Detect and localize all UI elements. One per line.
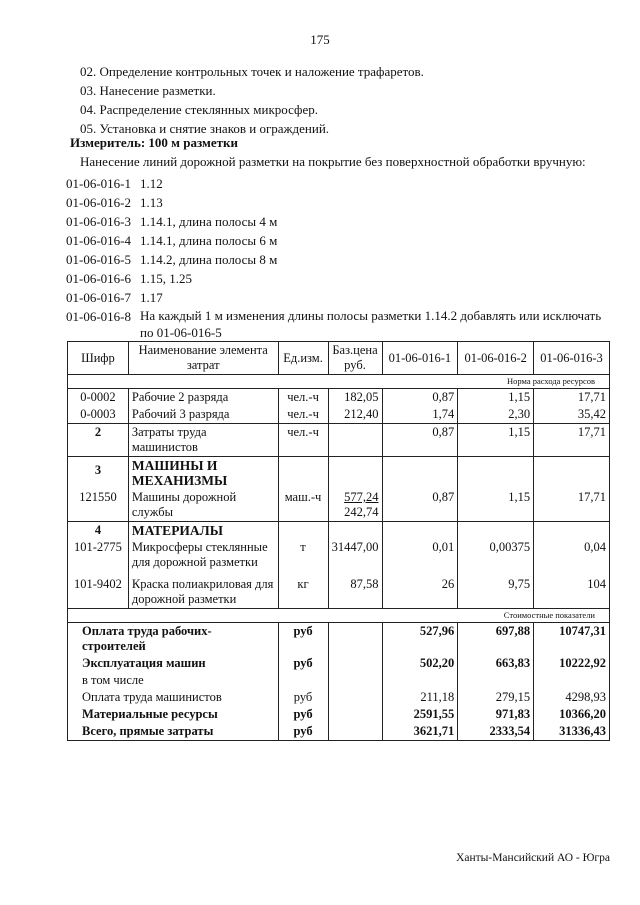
table-cell: 17,71	[534, 389, 610, 407]
table-cell: 2333,54	[458, 723, 534, 741]
table-cell: кг	[278, 571, 328, 609]
table-cell: Оплата труда рабочих-строителей	[68, 623, 279, 656]
table-cell: Рабочий 3 разряда	[128, 406, 278, 424]
section-label-row	[68, 609, 610, 623]
text: в том числе	[82, 673, 144, 687]
table-cell: 212,40	[328, 406, 382, 424]
table-cell	[328, 489, 382, 522]
table-cell: 2	[68, 424, 129, 457]
code: 01-06-016-6	[66, 271, 131, 286]
code-row	[66, 174, 610, 193]
table-cell: чел.-ч	[278, 424, 328, 457]
header-cell: 01-06-016-3	[534, 342, 610, 375]
step-item: 05. Установка и снятие знаков и ограждений.	[80, 121, 330, 136]
table-cell: Микросферы стеклянные для дорожной разметки	[128, 539, 278, 571]
table-cell: 527,96	[382, 623, 458, 656]
table-cell: 104	[534, 571, 610, 609]
table-cell	[328, 706, 382, 723]
code-row	[66, 307, 610, 345]
table-cell: 0,87	[382, 489, 458, 522]
text: 577,24	[344, 490, 379, 504]
table-row	[68, 389, 610, 407]
text: Эксплуатация машин	[82, 656, 206, 670]
table-cell: 121550	[68, 489, 129, 522]
table-cell: 17,71	[534, 489, 610, 522]
code: 01-06-016-4	[66, 233, 131, 248]
table-cell: Рабочие 2 разряда	[128, 389, 278, 407]
table-cell: 182,05	[328, 389, 382, 407]
code-row	[66, 193, 610, 212]
code-desc: 1.14.2, длина полосы 8 м	[140, 252, 278, 267]
text: 242,74	[344, 505, 379, 519]
table-cell: Всего, прямые затраты	[68, 723, 279, 741]
code: 01-06-016-8	[66, 309, 131, 324]
cost-label: Стоимостные показатели	[68, 609, 610, 623]
table-cell: 35,42	[534, 406, 610, 424]
table-cell: Материальные ресурсы	[68, 706, 279, 723]
table-cell	[328, 424, 382, 457]
table-cell	[458, 457, 534, 490]
table-cell	[278, 457, 328, 490]
table-row	[68, 424, 610, 457]
table-cell: руб	[278, 723, 328, 741]
header-cell: Наименование элемента затрат	[128, 342, 278, 375]
code-desc: 1.15, 1.25	[140, 271, 192, 286]
code-desc: 1.12	[140, 176, 163, 191]
table-cell: 697,88	[458, 623, 534, 656]
table-cell	[534, 522, 610, 540]
code-list	[66, 174, 610, 345]
table-cell	[458, 522, 534, 540]
table-cell: 0,87	[382, 389, 458, 407]
table-cell	[328, 457, 382, 490]
table-cell	[534, 457, 610, 490]
table-row	[68, 706, 610, 723]
table-cell: 17,71	[534, 424, 610, 457]
table-cell: 2,30	[458, 406, 534, 424]
table-cell: руб	[278, 655, 328, 689]
table-cell	[328, 623, 382, 656]
table-row	[68, 571, 610, 609]
table-cell: 3	[68, 457, 129, 490]
table-row	[68, 655, 610, 689]
section-label-row	[68, 375, 610, 389]
table-cell: Оплата труда машинистов	[68, 689, 279, 706]
table-row	[68, 723, 610, 741]
table-row	[68, 689, 610, 706]
table-cell: 4298,93	[534, 689, 610, 706]
unit-of-measure: Измеритель: 100 м разметки	[70, 135, 239, 150]
work-steps	[80, 62, 424, 138]
table-row	[68, 457, 610, 490]
page-number: 175	[310, 32, 330, 47]
table-cell: 1,15	[458, 424, 534, 457]
code-row	[66, 212, 610, 231]
table-cell: 26	[382, 571, 458, 609]
step-item: 03. Нанесение разметки.	[80, 83, 216, 98]
table-cell: МАШИНЫ И МЕХАНИЗМЫ	[128, 457, 278, 490]
code: 01-06-016-3	[66, 214, 131, 229]
table-cell: т	[278, 539, 328, 571]
code-desc: 1.13	[140, 195, 163, 210]
table-cell: 31336,43	[534, 723, 610, 741]
code-row	[66, 250, 610, 269]
table-cell	[382, 522, 458, 540]
table-cell: руб	[278, 623, 328, 656]
table-cell: 10747,31	[534, 623, 610, 656]
table-cell: 2591,55	[382, 706, 458, 723]
step-item: 02. Определение контрольных точек и наложение трафаретов.	[80, 64, 424, 79]
table-cell: 10222,92	[534, 655, 610, 689]
table-cell: 279,15	[458, 689, 534, 706]
table-cell: Машины дорожной службы	[128, 489, 278, 522]
code-desc: 1.14.1, длина полосы 4 м	[140, 214, 278, 229]
table-cell: Краска полиакриловая для дорожной разметки	[128, 571, 278, 609]
code-row	[66, 288, 610, 307]
code-desc: 1.14.1, длина полосы 6 м	[140, 233, 278, 248]
table-cell: 3621,71	[382, 723, 458, 741]
table-cell: 87,58	[328, 571, 382, 609]
table-cell: 0,01	[382, 539, 458, 571]
resource-table	[67, 341, 610, 741]
table-cell: 1,74	[382, 406, 458, 424]
table-cell: руб	[278, 689, 328, 706]
table-row	[68, 522, 610, 540]
header-cell: Шифр	[68, 342, 129, 375]
header-cell: 01-06-016-2	[458, 342, 534, 375]
table-cell	[328, 655, 382, 689]
code: 01-06-016-1	[66, 176, 131, 191]
table-cell: чел.-ч	[278, 406, 328, 424]
code-desc: 1.17	[140, 290, 163, 305]
code: 01-06-016-7	[66, 290, 131, 305]
table-cell: 9,75	[458, 571, 534, 609]
table-cell: 971,83	[458, 706, 534, 723]
code-row	[66, 269, 610, 288]
table-cell: 101-9402	[68, 571, 129, 609]
code-desc: На каждый 1 м изменения длины полосы разметки 1.14.2 добавлять или исключать по 01-06-016-5	[140, 308, 602, 340]
table-cell	[278, 522, 328, 540]
step-item: 04. Распределение стеклянных микросфер.	[80, 102, 318, 117]
table-cell: 4	[68, 522, 129, 540]
table-cell: руб	[278, 706, 328, 723]
code: 01-06-016-2	[66, 195, 131, 210]
table-header-row	[68, 342, 610, 375]
description: Нанесение линий дорожной разметки на покрытие без поверхностной обработки вручную:	[80, 154, 586, 169]
table-cell: 0,87	[382, 424, 458, 457]
table-cell: 0-0002	[68, 389, 129, 407]
header-cell: 01-06-016-1	[382, 342, 458, 375]
table-cell: Затраты труда машинистов	[128, 424, 278, 457]
table-cell: 1,15	[458, 489, 534, 522]
table-cell: 0,04	[534, 539, 610, 571]
table-cell: 31447,00	[328, 539, 382, 571]
header-cell: Ед.изм.	[278, 342, 328, 375]
table-cell	[382, 457, 458, 490]
table-row	[68, 406, 610, 424]
table-cell: МАТЕРИАЛЫ	[128, 522, 278, 540]
footer-region: Ханты-Мансийский АО - Югра	[456, 852, 610, 864]
table-cell	[328, 522, 382, 540]
header-cell: Баз.цена руб.	[328, 342, 382, 375]
table-row	[68, 489, 610, 522]
table-cell: 502,20	[382, 655, 458, 689]
table-cell: 10366,20	[534, 706, 610, 723]
code: 01-06-016-5	[66, 252, 131, 267]
table-cell: 0-0003	[68, 406, 129, 424]
table-row	[68, 623, 610, 656]
table-cell	[68, 655, 279, 689]
table-cell: 101-2775	[68, 539, 129, 571]
table-row	[68, 539, 610, 571]
table-cell	[328, 723, 382, 741]
table-cell: 0,00375	[458, 539, 534, 571]
table-cell: маш.-ч	[278, 489, 328, 522]
table-cell: 1,15	[458, 389, 534, 407]
table-cell: 663,83	[458, 655, 534, 689]
code-row	[66, 231, 610, 250]
table-cell	[328, 689, 382, 706]
table-cell: 211,18	[382, 689, 458, 706]
table-cell: чел.-ч	[278, 389, 328, 407]
norm-label: Норма расхода ресурсов	[68, 375, 610, 389]
